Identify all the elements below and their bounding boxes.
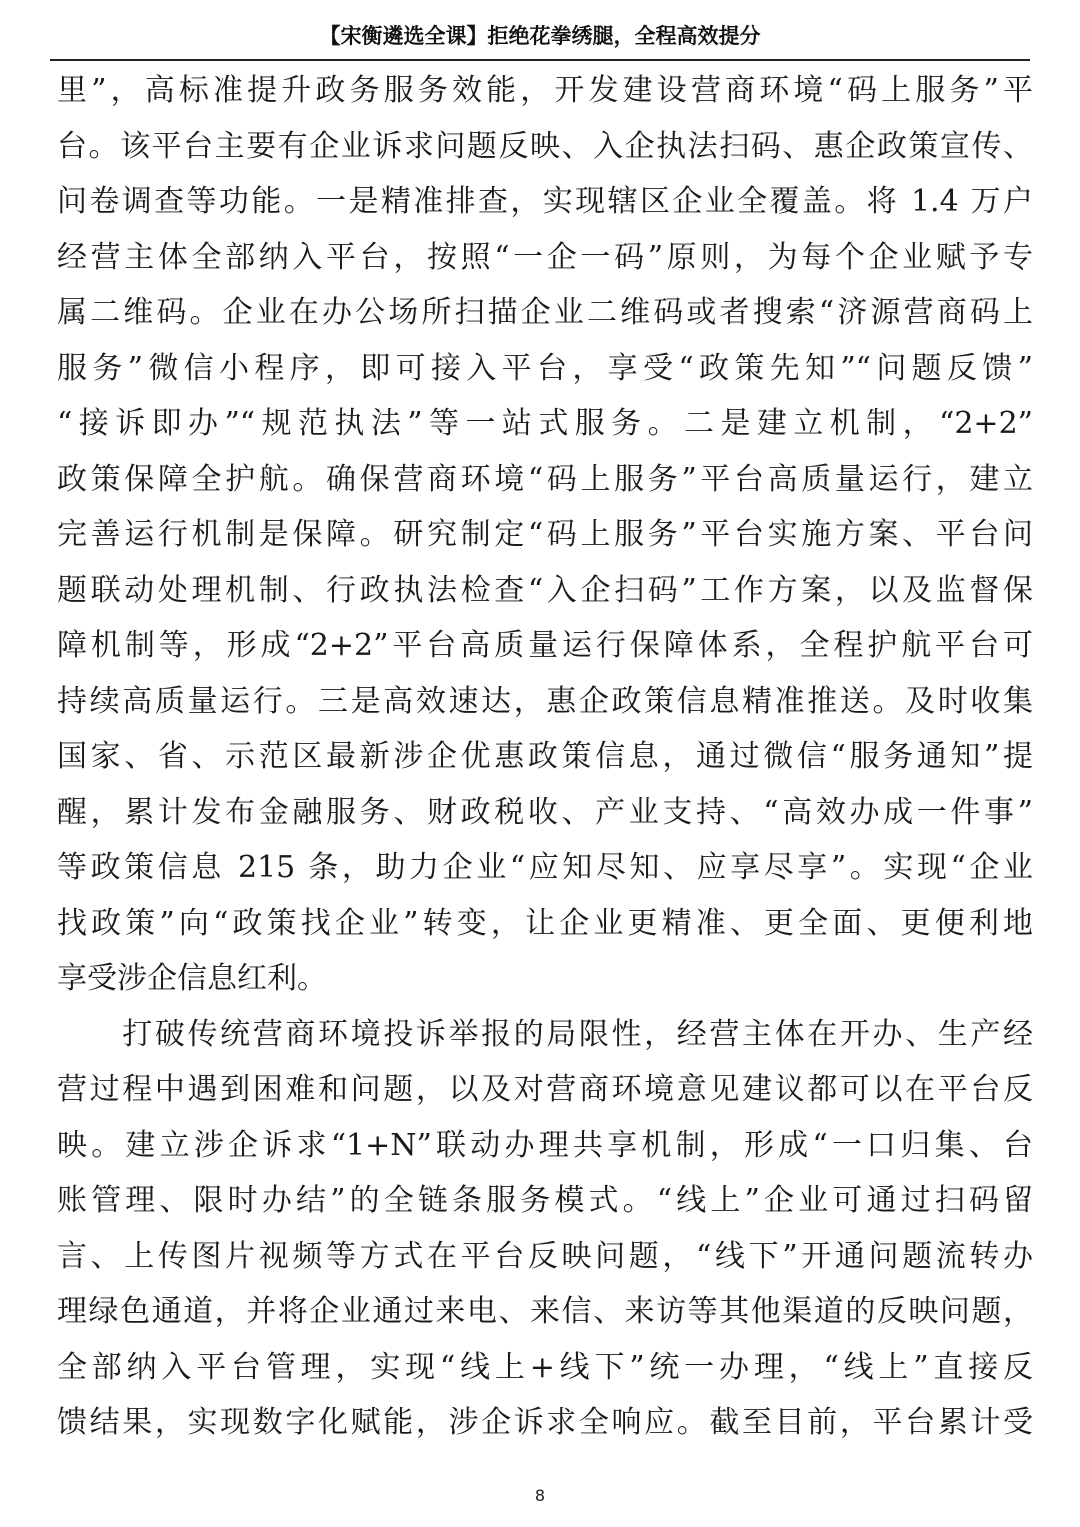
text-line: 服务”微信小程序，即可接入平台，享受“政策先知”“问题反馈” xyxy=(57,350,1033,386)
page-header: 【宋衡遴选全课】拒绝花拳绣腿，全程高效提分 xyxy=(319,24,761,48)
text-line: 题联动处理机制、行政执法检查“入企扫码”工作方案，以及监督保 xyxy=(57,572,1033,608)
text-line: 馈结果，实现数字化赋能，涉企诉求全响应。截至目前，平台累计受 xyxy=(57,1405,1033,1440)
text-line: 国家、省、示范区最新涉企优惠政策信息，通过微信“服务通知”提 xyxy=(57,739,1033,774)
text-line: 言、上传图片视频等方式在平台反映问题，“线下”开通问题流转办 xyxy=(57,1238,1033,1274)
text-line: 问卷调查等功能。一是精准排查，实现辖区企业全覆盖。将 1.4 万户 xyxy=(57,184,1033,219)
text-line: 等政策信息 215 条，助力企业“应知尽知、应享尽享”。实现“企业 xyxy=(57,850,1033,885)
text-line: 障机制等，形成“2+2”平台高质量运行保障体系，全程护航平台可 xyxy=(57,628,1033,663)
page-number: 8 xyxy=(534,1486,546,1505)
text-line: 全部纳入平台管理，实现“线上+线下”统一办理，“线上”直接反 xyxy=(57,1349,1033,1385)
text-line: 享受涉企信息红利。 xyxy=(57,961,327,996)
text-line: 映。建立涉企诉求“1+N”联动办理共享机制，形成“一口归集、台 xyxy=(57,1127,1033,1163)
text-line: 营过程中遇到困难和问题，以及对营商环境意见建议都可以在平台反 xyxy=(57,1072,1033,1107)
text-line: 里”，高标准提升政务服务效能，开发建设营商环境“码上服务”平 xyxy=(57,73,1033,108)
text-line: 理绿色通道，并将企业通过来电、来信、来访等其他渠道的反映问题， xyxy=(57,1294,1033,1329)
text-line: 政策保障全护航。确保营商环境“码上服务”平台高质量运行，建立 xyxy=(57,461,1033,497)
paragraph-2 xyxy=(57,1007,1033,1451)
text-line: “接诉即办”“规范执法”等一站式服务。二是建立机制，“2+2” xyxy=(57,406,1033,441)
header-divider xyxy=(50,59,1030,61)
text-line: 打破传统营商环境投诉举报的局限性，经营主体在开办、生产经 xyxy=(57,1016,1033,1052)
text-line: 醒，累计发布金融服务、财政税收、产业支持、“高效办成一件事” xyxy=(57,794,1033,830)
text-line: 属二维码。企业在办公场所扫描企业二维码或者搜索“济源营商码上 xyxy=(57,295,1033,330)
paragraph-1 xyxy=(57,63,1033,1007)
text-line: 持续高质量运行。三是高效速达，惠企政策信息精准推送。及时收集 xyxy=(57,683,1033,719)
text-line: 账管理、限时办结”的全链条服务模式。“线上”企业可通过扫码留 xyxy=(57,1183,1033,1218)
body-text xyxy=(57,63,1033,1451)
text-line: 台。该平台主要有企业诉求问题反映、入企执法扫码、惠企政策宣传、 xyxy=(57,128,1033,164)
text-line: 完善运行机制是保障。研究制定“码上服务”平台实施方案、平台问 xyxy=(57,517,1033,552)
text-line: 经营主体全部纳入平台，按照“一企一码”原则，为每个企业赋予专 xyxy=(57,239,1033,275)
text-line: 找政策”向“政策找企业”转变，让企业更精准、更全面、更便利地 xyxy=(57,905,1033,941)
